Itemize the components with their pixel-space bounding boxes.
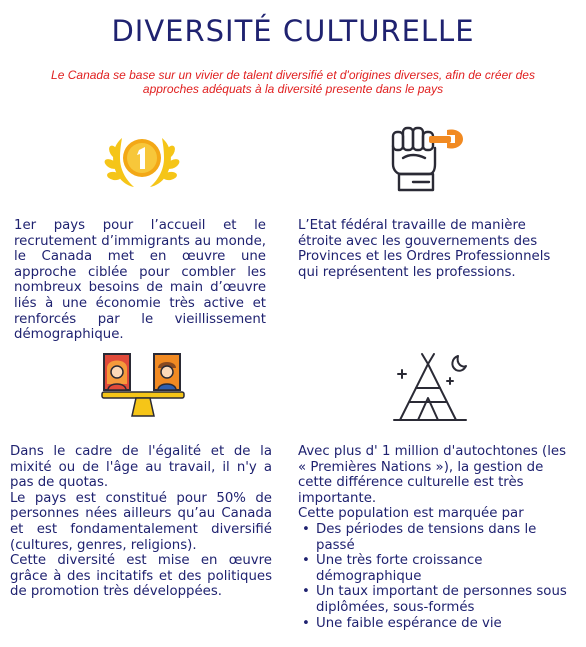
bottom-right-lead: Cette population est marquée par bbox=[298, 506, 524, 522]
bottom-right-text bbox=[298, 444, 572, 631]
bottom-left-text bbox=[10, 444, 272, 600]
first-place-medal-icon bbox=[102, 130, 182, 192]
top-left-text: 1er pays pour l’accueil et le recrutement d’immigrants au monde, le Canada met en œuvre une approche ciblée pour combler les nombreux besoins de main d’œuvre liés à une économie très active et renforcés par le vieillissement démographique. bbox=[14, 218, 266, 343]
list-item: • Une faible espérance de vie bbox=[316, 616, 572, 632]
list-item: • Une très forte croissance démographique bbox=[316, 553, 572, 584]
bottom-right-bullet-list bbox=[298, 522, 572, 631]
tipi-night-icon bbox=[392, 350, 470, 426]
bottom-left-paragraph-1: Dans le cadre de l'égalité et de la mixité ou de l'âge au travail, il n'y a pas de quotas. bbox=[10, 444, 272, 491]
gender-equality-scale-icon bbox=[98, 348, 188, 420]
top-right-text: L’Etat fédéral travaille de manière étroite avec les gouvernements des Provinces et les Ordres Professionnels qui représentent les professions. bbox=[298, 218, 551, 280]
bottom-left-paragraph-3: Cette diversité est mise en œuvre grâce à des incitatifs et des politiques de promotion très développées. bbox=[10, 553, 272, 600]
fist-with-wrench-icon bbox=[385, 124, 467, 196]
list-item: • Un taux important de personnes sous diplômées, sous-formés bbox=[316, 584, 572, 615]
bottom-left-paragraph-2: Le pays est constitué pour 50% de personnes nées ailleurs qu’au Canada et est fondamentalement diversifié (cultures, genres, religions). bbox=[10, 490, 272, 553]
list-item: • Des périodes de tensions dans le passé bbox=[316, 522, 572, 553]
page-title: DIVERSITÉ CULTURELLE bbox=[111, 14, 475, 48]
bottom-right-intro: Avec plus d' 1 million d'autochtones (les « Premières Nations »), la gestion de cette différence culturelle est très importante. bbox=[298, 444, 567, 506]
page-subtitle: Le Canada se base sur un vivier de talent diversifié et d'origines diverses, afin de créer des approches adéquats à la diversité presente dans le pays bbox=[51, 68, 535, 96]
